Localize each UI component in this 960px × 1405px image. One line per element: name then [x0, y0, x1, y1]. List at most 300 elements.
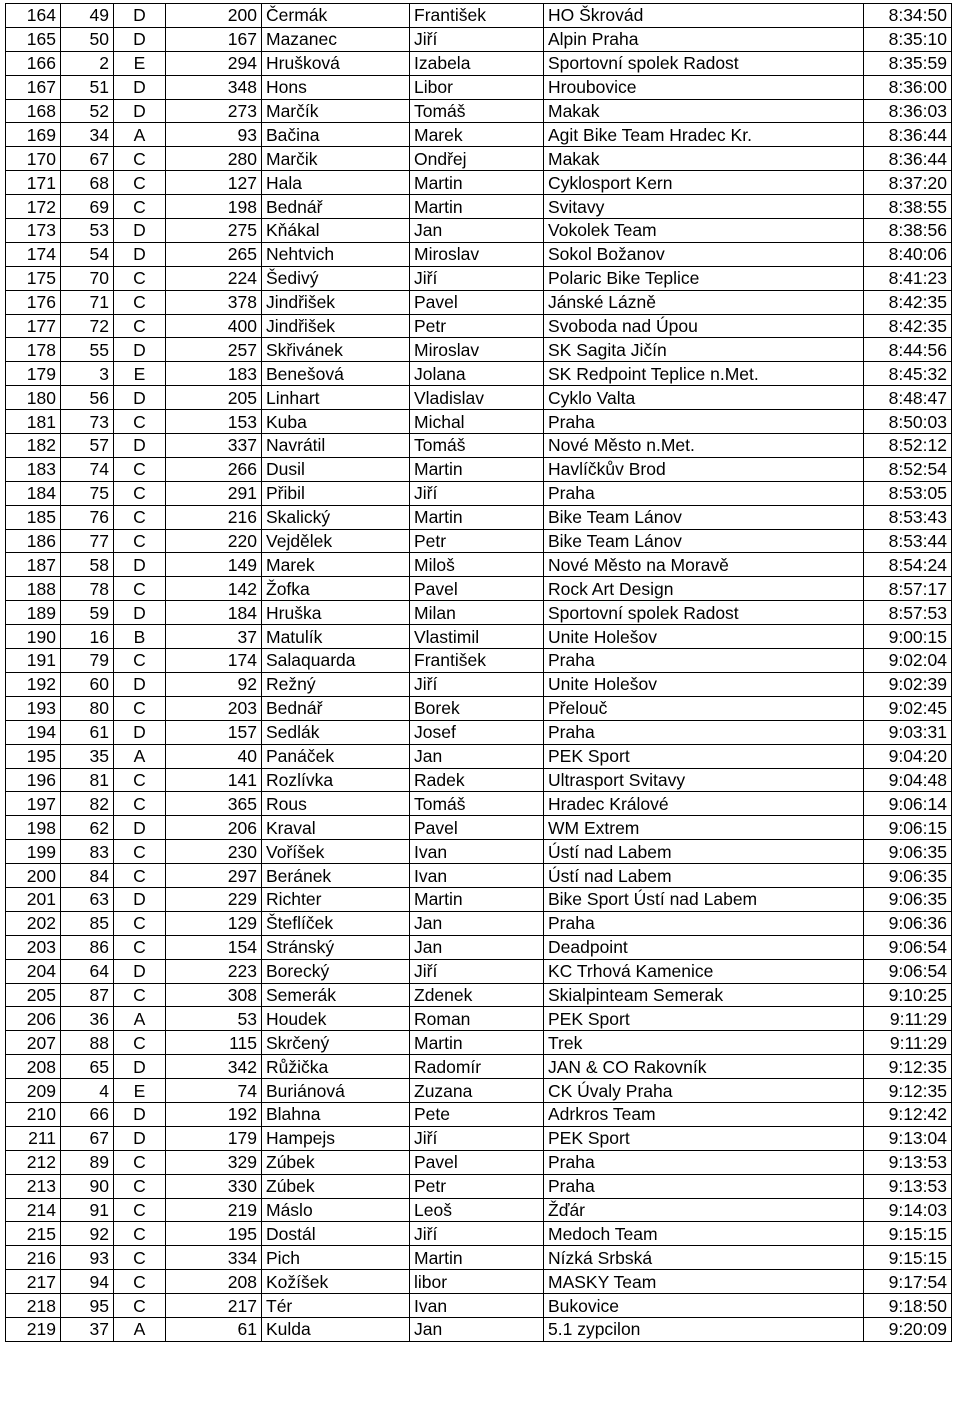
overall-position-cell: 211 — [6, 1126, 61, 1150]
time-cell: 8:38:55 — [864, 195, 952, 219]
category-position-cell: 50 — [61, 27, 114, 51]
club-cell: Cyklo Valta — [544, 386, 864, 410]
category-position-cell: 87 — [61, 983, 114, 1007]
category-position-cell: 53 — [61, 219, 114, 243]
category-position-cell: 49 — [61, 4, 114, 28]
table-row — [6, 1246, 952, 1270]
table-row — [6, 983, 952, 1007]
category-cell: C — [114, 1294, 166, 1318]
surname-cell: Houdek — [262, 1007, 410, 1031]
overall-position-cell: 182 — [6, 434, 61, 458]
overall-position-cell: 212 — [6, 1150, 61, 1174]
category-cell: D — [114, 1102, 166, 1126]
category-cell: C — [114, 171, 166, 195]
overall-position-cell: 215 — [6, 1222, 61, 1246]
category-position-cell: 72 — [61, 314, 114, 338]
bib-number-cell: 216 — [166, 505, 262, 529]
category-cell: C — [114, 1198, 166, 1222]
surname-cell: Beránek — [262, 864, 410, 888]
table-row — [6, 147, 952, 171]
surname-cell: Dusil — [262, 457, 410, 481]
table-row — [6, 51, 952, 75]
first-name-cell: Jan — [410, 911, 544, 935]
time-cell: 9:15:15 — [864, 1222, 952, 1246]
category-position-cell: 90 — [61, 1174, 114, 1198]
overall-position-cell: 172 — [6, 195, 61, 219]
bib-number-cell: 330 — [166, 1174, 262, 1198]
first-name-cell: Petr — [410, 314, 544, 338]
surname-cell: Tér — [262, 1294, 410, 1318]
surname-cell: Matulík — [262, 625, 410, 649]
first-name-cell: Pavel — [410, 816, 544, 840]
table-row — [6, 75, 952, 99]
time-cell: 9:06:54 — [864, 959, 952, 983]
table-row — [6, 1150, 952, 1174]
surname-cell: Skalický — [262, 505, 410, 529]
category-position-cell: 78 — [61, 577, 114, 601]
club-cell: Trek — [544, 1031, 864, 1055]
category-position-cell: 79 — [61, 649, 114, 673]
category-cell: C — [114, 1031, 166, 1055]
category-cell: D — [114, 27, 166, 51]
time-cell: 8:40:06 — [864, 242, 952, 266]
category-position-cell: 62 — [61, 816, 114, 840]
overall-position-cell: 171 — [6, 171, 61, 195]
first-name-cell: Martin — [410, 1031, 544, 1055]
first-name-cell: Jiří — [410, 959, 544, 983]
first-name-cell: Vlastimil — [410, 625, 544, 649]
time-cell: 8:54:24 — [864, 553, 952, 577]
surname-cell: Hrušková — [262, 51, 410, 75]
bib-number-cell: 219 — [166, 1198, 262, 1222]
first-name-cell: libor — [410, 1270, 544, 1294]
club-cell: Praha — [544, 1174, 864, 1198]
bib-number-cell: 275 — [166, 219, 262, 243]
club-cell: SK Redpoint Teplice n.Met. — [544, 362, 864, 386]
category-cell: D — [114, 887, 166, 911]
club-cell: Unite Holešov — [544, 672, 864, 696]
table-row — [6, 1102, 952, 1126]
first-name-cell: Izabela — [410, 51, 544, 75]
surname-cell: Zúbek — [262, 1174, 410, 1198]
bib-number-cell: 400 — [166, 314, 262, 338]
time-cell: 9:02:45 — [864, 696, 952, 720]
club-cell: Hradec Králové — [544, 792, 864, 816]
surname-cell: Vejdělek — [262, 529, 410, 553]
club-cell: Praha — [544, 720, 864, 744]
category-cell: E — [114, 362, 166, 386]
category-cell: C — [114, 577, 166, 601]
overall-position-cell: 210 — [6, 1102, 61, 1126]
category-position-cell: 63 — [61, 887, 114, 911]
category-cell: A — [114, 1007, 166, 1031]
surname-cell: Marek — [262, 553, 410, 577]
category-position-cell: 37 — [61, 1317, 114, 1341]
first-name-cell: Leoš — [410, 1198, 544, 1222]
first-name-cell: Jiří — [410, 1222, 544, 1246]
overall-position-cell: 191 — [6, 649, 61, 673]
surname-cell: Hruška — [262, 601, 410, 625]
surname-cell: Režný — [262, 672, 410, 696]
time-cell: 8:36:44 — [864, 123, 952, 147]
first-name-cell: Jolana — [410, 362, 544, 386]
bib-number-cell: 183 — [166, 362, 262, 386]
first-name-cell: František — [410, 4, 544, 28]
category-cell: A — [114, 744, 166, 768]
club-cell: Agit Bike Team Hradec Kr. — [544, 123, 864, 147]
time-cell: 9:13:53 — [864, 1150, 952, 1174]
club-cell: Svoboda nad Úpou — [544, 314, 864, 338]
first-name-cell: Roman — [410, 1007, 544, 1031]
time-cell: 9:02:04 — [864, 649, 952, 673]
category-position-cell: 73 — [61, 410, 114, 434]
category-cell: D — [114, 816, 166, 840]
first-name-cell: Miloš — [410, 553, 544, 577]
time-cell: 8:38:56 — [864, 219, 952, 243]
table-row — [6, 720, 952, 744]
overall-position-cell: 204 — [6, 959, 61, 983]
bib-number-cell: 74 — [166, 1079, 262, 1103]
surname-cell: Benešová — [262, 362, 410, 386]
overall-position-cell: 194 — [6, 720, 61, 744]
category-cell: D — [114, 601, 166, 625]
overall-position-cell: 186 — [6, 529, 61, 553]
overall-position-cell: 183 — [6, 457, 61, 481]
club-cell: Bike Team Lánov — [544, 529, 864, 553]
table-row — [6, 864, 952, 888]
overall-position-cell: 187 — [6, 553, 61, 577]
bib-number-cell: 208 — [166, 1270, 262, 1294]
category-cell: C — [114, 457, 166, 481]
category-position-cell: 94 — [61, 1270, 114, 1294]
overall-position-cell: 207 — [6, 1031, 61, 1055]
overall-position-cell: 196 — [6, 768, 61, 792]
table-row — [6, 362, 952, 386]
category-position-cell: 36 — [61, 1007, 114, 1031]
first-name-cell: Jiří — [410, 266, 544, 290]
category-position-cell: 3 — [61, 362, 114, 386]
table-row — [6, 505, 952, 529]
surname-cell: Čermák — [262, 4, 410, 28]
category-cell: D — [114, 386, 166, 410]
time-cell: 9:04:48 — [864, 768, 952, 792]
surname-cell: Skrčený — [262, 1031, 410, 1055]
bib-number-cell: 224 — [166, 266, 262, 290]
time-cell: 8:53:05 — [864, 481, 952, 505]
surname-cell: Přibil — [262, 481, 410, 505]
surname-cell: Bednář — [262, 696, 410, 720]
table-row — [6, 696, 952, 720]
surname-cell: Kuba — [262, 410, 410, 434]
time-cell: 8:48:47 — [864, 386, 952, 410]
club-cell: Nové Město n.Met. — [544, 434, 864, 458]
category-cell: C — [114, 195, 166, 219]
table-row — [6, 1007, 952, 1031]
time-cell: 9:06:35 — [864, 887, 952, 911]
club-cell: SK Sagita Jičín — [544, 338, 864, 362]
bib-number-cell: 195 — [166, 1222, 262, 1246]
table-row — [6, 481, 952, 505]
table-row — [6, 792, 952, 816]
club-cell: Adrkros Team — [544, 1102, 864, 1126]
surname-cell: Panáček — [262, 744, 410, 768]
category-cell: C — [114, 481, 166, 505]
overall-position-cell: 185 — [6, 505, 61, 529]
category-cell: C — [114, 1222, 166, 1246]
results-table — [5, 3, 952, 1342]
club-cell: Hroubovice — [544, 75, 864, 99]
bib-number-cell: 53 — [166, 1007, 262, 1031]
category-cell: D — [114, 1126, 166, 1150]
bib-number-cell: 257 — [166, 338, 262, 362]
surname-cell: Nehtvich — [262, 242, 410, 266]
overall-position-cell: 198 — [6, 816, 61, 840]
category-position-cell: 60 — [61, 672, 114, 696]
first-name-cell: Ivan — [410, 1294, 544, 1318]
overall-position-cell: 179 — [6, 362, 61, 386]
overall-position-cell: 167 — [6, 75, 61, 99]
table-row — [6, 1055, 952, 1079]
time-cell: 9:15:15 — [864, 1246, 952, 1270]
overall-position-cell: 208 — [6, 1055, 61, 1079]
club-cell: Svitavy — [544, 195, 864, 219]
time-cell: 9:18:50 — [864, 1294, 952, 1318]
time-cell: 8:37:20 — [864, 171, 952, 195]
overall-position-cell: 169 — [6, 123, 61, 147]
overall-position-cell: 180 — [6, 386, 61, 410]
time-cell: 8:52:54 — [864, 457, 952, 481]
table-row — [6, 935, 952, 959]
first-name-cell: Jiří — [410, 672, 544, 696]
club-cell: Polaric Bike Teplice — [544, 266, 864, 290]
bib-number-cell: 378 — [166, 290, 262, 314]
overall-position-cell: 193 — [6, 696, 61, 720]
first-name-cell: Tomáš — [410, 434, 544, 458]
table-row — [6, 195, 952, 219]
surname-cell: Máslo — [262, 1198, 410, 1222]
category-cell: A — [114, 1317, 166, 1341]
surname-cell: Dostál — [262, 1222, 410, 1246]
category-cell: C — [114, 314, 166, 338]
table-row — [6, 816, 952, 840]
time-cell: 9:06:15 — [864, 816, 952, 840]
first-name-cell: Zdenek — [410, 983, 544, 1007]
category-cell: C — [114, 864, 166, 888]
category-cell: D — [114, 434, 166, 458]
first-name-cell: Jan — [410, 935, 544, 959]
club-cell: Vokolek Team — [544, 219, 864, 243]
first-name-cell: Martin — [410, 1246, 544, 1270]
surname-cell: Buriánová — [262, 1079, 410, 1103]
table-row — [6, 314, 952, 338]
bib-number-cell: 174 — [166, 649, 262, 673]
first-name-cell: Borek — [410, 696, 544, 720]
time-cell: 9:17:54 — [864, 1270, 952, 1294]
bib-number-cell: 329 — [166, 1150, 262, 1174]
category-cell: C — [114, 649, 166, 673]
first-name-cell: Pavel — [410, 290, 544, 314]
club-cell: Bike Sport Ústí nad Labem — [544, 887, 864, 911]
bib-number-cell: 230 — [166, 840, 262, 864]
category-position-cell: 34 — [61, 123, 114, 147]
surname-cell: Hampejs — [262, 1126, 410, 1150]
club-cell: Ultrasport Svitavy — [544, 768, 864, 792]
category-cell: C — [114, 1270, 166, 1294]
bib-number-cell: 129 — [166, 911, 262, 935]
first-name-cell: Jiří — [410, 1126, 544, 1150]
first-name-cell: Martin — [410, 171, 544, 195]
table-row — [6, 1174, 952, 1198]
overall-position-cell: 177 — [6, 314, 61, 338]
surname-cell: Marčik — [262, 147, 410, 171]
club-cell: PEK Sport — [544, 1007, 864, 1031]
surname-cell: Salaquarda — [262, 649, 410, 673]
first-name-cell: Pavel — [410, 1150, 544, 1174]
surname-cell: Jindřišek — [262, 314, 410, 338]
bib-number-cell: 167 — [166, 27, 262, 51]
time-cell: 8:35:59 — [864, 51, 952, 75]
surname-cell: Marčík — [262, 99, 410, 123]
first-name-cell: Ivan — [410, 864, 544, 888]
time-cell: 9:11:29 — [864, 1031, 952, 1055]
time-cell: 8:35:10 — [864, 27, 952, 51]
category-position-cell: 2 — [61, 51, 114, 75]
overall-position-cell: 175 — [6, 266, 61, 290]
category-cell: D — [114, 242, 166, 266]
category-position-cell: 83 — [61, 840, 114, 864]
table-row — [6, 123, 952, 147]
category-position-cell: 58 — [61, 553, 114, 577]
category-cell: C — [114, 290, 166, 314]
table-row — [6, 4, 952, 28]
first-name-cell: Zuzana — [410, 1079, 544, 1103]
category-position-cell: 69 — [61, 195, 114, 219]
club-cell: 5.1 zypcilon — [544, 1317, 864, 1341]
club-cell: Praha — [544, 481, 864, 505]
bib-number-cell: 206 — [166, 816, 262, 840]
first-name-cell: Jan — [410, 744, 544, 768]
table-row — [6, 768, 952, 792]
time-cell: 9:13:04 — [864, 1126, 952, 1150]
category-position-cell: 59 — [61, 601, 114, 625]
bib-number-cell: 203 — [166, 696, 262, 720]
first-name-cell: František — [410, 649, 544, 673]
bib-number-cell: 115 — [166, 1031, 262, 1055]
first-name-cell: Jan — [410, 219, 544, 243]
bib-number-cell: 334 — [166, 1246, 262, 1270]
category-position-cell: 61 — [61, 720, 114, 744]
club-cell: Sportovní spolek Radost — [544, 51, 864, 75]
bib-number-cell: 229 — [166, 887, 262, 911]
results-body — [6, 4, 952, 1342]
bib-number-cell: 198 — [166, 195, 262, 219]
category-cell: D — [114, 338, 166, 362]
bib-number-cell: 179 — [166, 1126, 262, 1150]
table-row — [6, 1126, 952, 1150]
table-row — [6, 410, 952, 434]
category-position-cell: 85 — [61, 911, 114, 935]
category-cell: C — [114, 147, 166, 171]
time-cell: 8:36:03 — [864, 99, 952, 123]
time-cell: 9:13:53 — [864, 1174, 952, 1198]
time-cell: 8:45:32 — [864, 362, 952, 386]
overall-position-cell: 200 — [6, 864, 61, 888]
overall-position-cell: 199 — [6, 840, 61, 864]
time-cell: 9:12:35 — [864, 1079, 952, 1103]
bib-number-cell: 149 — [166, 553, 262, 577]
table-row — [6, 529, 952, 553]
first-name-cell: Jan — [410, 1317, 544, 1341]
overall-position-cell: 209 — [6, 1079, 61, 1103]
category-position-cell: 80 — [61, 696, 114, 720]
surname-cell: Sedlák — [262, 720, 410, 744]
surname-cell: Šedivý — [262, 266, 410, 290]
category-position-cell: 89 — [61, 1150, 114, 1174]
table-row — [6, 601, 952, 625]
bib-number-cell: 308 — [166, 983, 262, 1007]
table-row — [6, 577, 952, 601]
table-row — [6, 553, 952, 577]
category-position-cell: 54 — [61, 242, 114, 266]
overall-position-cell: 176 — [6, 290, 61, 314]
bib-number-cell: 200 — [166, 4, 262, 28]
first-name-cell: Pavel — [410, 577, 544, 601]
table-row — [6, 219, 952, 243]
overall-position-cell: 165 — [6, 27, 61, 51]
bib-number-cell: 157 — [166, 720, 262, 744]
club-cell: Praha — [544, 649, 864, 673]
club-cell: Praha — [544, 410, 864, 434]
category-position-cell: 4 — [61, 1079, 114, 1103]
category-position-cell: 75 — [61, 481, 114, 505]
overall-position-cell: 174 — [6, 242, 61, 266]
club-cell: KC Trhová Kamenice — [544, 959, 864, 983]
surname-cell: Voříšek — [262, 840, 410, 864]
first-name-cell: Milan — [410, 601, 544, 625]
table-row — [6, 1270, 952, 1294]
category-position-cell: 76 — [61, 505, 114, 529]
category-position-cell: 74 — [61, 457, 114, 481]
time-cell: 8:44:56 — [864, 338, 952, 362]
overall-position-cell: 188 — [6, 577, 61, 601]
club-cell: Alpin Praha — [544, 27, 864, 51]
category-cell: C — [114, 410, 166, 434]
surname-cell: Borecký — [262, 959, 410, 983]
overall-position-cell: 206 — [6, 1007, 61, 1031]
overall-position-cell: 168 — [6, 99, 61, 123]
time-cell: 9:06:35 — [864, 840, 952, 864]
time-cell: 9:11:29 — [864, 1007, 952, 1031]
overall-position-cell: 216 — [6, 1246, 61, 1270]
bib-number-cell: 266 — [166, 457, 262, 481]
bib-number-cell: 142 — [166, 577, 262, 601]
surname-cell: Navrátil — [262, 434, 410, 458]
club-cell: Unite Holešov — [544, 625, 864, 649]
surname-cell: Jindřišek — [262, 290, 410, 314]
category-cell: A — [114, 123, 166, 147]
club-cell: Rock Art Design — [544, 577, 864, 601]
category-cell: D — [114, 720, 166, 744]
overall-position-cell: 195 — [6, 744, 61, 768]
surname-cell: Richter — [262, 887, 410, 911]
bib-number-cell: 348 — [166, 75, 262, 99]
category-cell: D — [114, 672, 166, 696]
table-row — [6, 1031, 952, 1055]
overall-position-cell: 178 — [6, 338, 61, 362]
category-position-cell: 64 — [61, 959, 114, 983]
overall-position-cell: 164 — [6, 4, 61, 28]
category-cell: D — [114, 553, 166, 577]
